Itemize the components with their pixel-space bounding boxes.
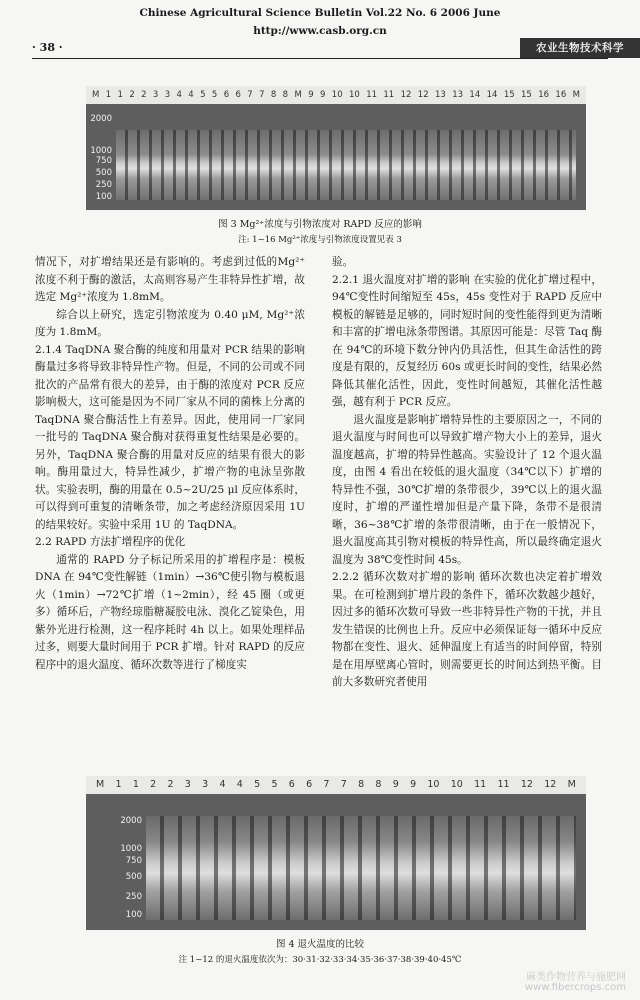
lane-label: 7 <box>340 779 347 790</box>
ladder-label: 750 <box>95 156 112 166</box>
lane-label: 15 <box>521 90 532 100</box>
lane-label: 1 <box>105 90 112 100</box>
lane-label: 15 <box>503 90 515 100</box>
ladder-label: 250 <box>125 892 142 902</box>
figure-3-caption: 图 3 Mg²⁺浓度与引物浓度对 RAPD 反应的影响 <box>218 219 422 230</box>
header-rule <box>32 58 608 59</box>
lane-label: 4 <box>188 90 194 100</box>
ladder-label: 100 <box>95 192 112 202</box>
lane-label: 5 <box>200 90 206 100</box>
lane-label: 10 <box>450 779 463 790</box>
lane-label: 11 <box>474 779 487 790</box>
lane-label: 7 <box>259 90 265 100</box>
lane-label: 13 <box>435 90 446 100</box>
lane-label: 4 <box>236 779 243 790</box>
lane-label: 8 <box>375 779 382 790</box>
figure-3-bands <box>116 130 576 200</box>
lane-label: 11 <box>366 90 378 100</box>
lane-label: M <box>572 90 580 100</box>
paragraph: 情况下，对扩增结果还是有影响的。考虑到过低的Mg²⁺浓度不利于酶的激活，太高则容易产生非特异性扩增，故选定 Mg²⁺浓度为 1.8mM。 <box>35 256 305 303</box>
section-heading: 2.2.1 退火温度对扩增的影响 在实验的优化扩增过程中，94℃变性时间缩短至 45s，45s 变性对于 RAPD 反应中模板的解链是足够的，同时短时间的变性能得到更为清晰和丰富的扩增电泳条带图谱。其原因可能是：尽管 Taq 酶在 94℃的环境下数分钟内仍具活性，但其生命活性的跨度是有限的，反复经历 60s 或更长时间的变性，结果必然降低其催化活性，因此，变性时间越短，其催化活性越强，越有利于 PCR 反应。 <box>332 273 602 408</box>
lane-label: M <box>92 90 100 100</box>
lane-label: M <box>294 90 302 100</box>
paragraph: 通常的 RAPD 分子标记所采用的扩增程序是：模板 DNA 在 94℃变性解链（1min）→36℃使引物与模板退火（1min）→72℃扩增（1~2min），经 45 圈（或更多）循环后，产物经琼脂糖凝胶电泳、溴化乙锭染色，用紫外光进行检测，这一程序耗时 4h 以上。如果处理样品过多，则要大量时间用于 PCR 扩增。针对 RAPD 的反应程序中的退火温度、循环次数等进行了梯度实 <box>35 553 305 671</box>
lane-label: 7 <box>323 779 330 790</box>
lane-label: 8 <box>358 779 365 790</box>
lane-label: 10 <box>331 90 343 100</box>
lane-label: 8 <box>270 90 277 100</box>
lane-label: 1 <box>117 90 123 100</box>
lane-label: 10 <box>348 90 360 100</box>
lane-label: M <box>96 779 105 790</box>
section-heading: 2.2 RAPD 方法扩增程序的优化 <box>35 536 186 548</box>
lane-label: 5 <box>254 779 261 790</box>
watermark-url: www.fibercrops.com <box>524 982 626 993</box>
figure-3-note: 注: 1~16 Mg²⁺浓度与引物浓度设置见表 3 <box>238 235 402 245</box>
lane-label: 2 <box>129 90 135 100</box>
figure-4-caption: 图 4 退火温度的比较 <box>275 939 365 950</box>
ladder-label: 500 <box>95 168 112 178</box>
lane-label: 5 <box>271 779 278 790</box>
lane-label: 7 <box>247 90 253 100</box>
figure-3-gel <box>86 86 586 210</box>
lane-label: 8 <box>282 90 289 100</box>
figure-3-lane-labels <box>86 86 586 104</box>
lane-label: 3 <box>202 779 209 790</box>
lane-label: 2 <box>167 779 174 790</box>
lane-label: 14 <box>469 90 481 100</box>
lane-label: 11 <box>497 779 510 790</box>
figure-4-ladder <box>86 794 146 930</box>
section-heading: 2.1.4 TaqDNA 聚合酶的纯度和用量对 PCR 结果的影响 酶量过多将导致非特异性产物。但是，不同的公司或不同批次的产品常有很大的差异，由于酶的浓度对 PCR 反应影响极大，这可能是因为不同厂家从不同的菌株上分离的 TaqDNA 聚合酶活性上有差异。因此，使用同一厂家同一批号的 TaqDNA 聚合酶对获得重复性结果是必要的。另外，TaqDNA 聚合酶的用量对反应的结果有很大的影响。酶用量过大，特异性减少，扩增产物的电泳呈弥散状。实验表明，酶的用量在 0.5~2U/25 μl 反应体系时，可以得到可重复的清晰条带，加之考虑经济原因采用 1U 的结果较好。实验中采用 1U 的 TaqDNA。 <box>35 343 305 531</box>
left-column <box>35 254 305 674</box>
paragraph: 验。 <box>332 256 354 268</box>
lane-label: 3 <box>184 779 191 790</box>
figure-4-bands <box>146 816 576 920</box>
lane-label: 12 <box>417 90 429 100</box>
lane-label: 1 <box>115 779 122 790</box>
figure-3-ladder <box>86 104 116 210</box>
lane-label: 3 <box>152 90 159 100</box>
ladder-label: 250 <box>95 180 112 190</box>
lane-label: 4 <box>219 779 226 790</box>
ladder-label: 1000 <box>120 844 142 854</box>
lane-label: 14 <box>486 90 498 100</box>
page-number: · 38 · <box>32 41 63 54</box>
lane-label: 9 <box>308 90 314 100</box>
lane-label: 1 <box>132 779 139 790</box>
lane-label: 6 <box>235 90 241 100</box>
lane-label: 5 <box>211 90 218 100</box>
lane-label: 6 <box>306 779 313 790</box>
lane-label: 9 <box>319 90 326 100</box>
ladder-label: 750 <box>125 856 142 866</box>
lane-label: 16 <box>555 90 567 100</box>
figure-4-note: 注 1~12 的退火温度依次为：30·31·32·33·34·35·36·37·38·39·40·45℃ <box>178 955 462 965</box>
journal-header: Chinese Agricultural Science Bulletin Vol.22 No. 6 2006 June <box>139 7 501 19</box>
lane-label: 11 <box>383 90 395 100</box>
lane-label: 3 <box>164 90 171 100</box>
lane-label: 6 <box>288 779 295 790</box>
paragraph: 综合以上研究，选定引物浓度为 0.40 μM, Mg²⁺浓度为 1.8mM。 <box>35 308 305 338</box>
lane-label: 2 <box>150 779 157 790</box>
section-heading: 2.2.2 循环次数对扩增的影响 循环次数也决定着扩增效果。在可检测到扩增片段的条件下，循环次数越少越好，因过多的循环次数可导致一些非特异性产物的干扰，并且发生错误的比例也上升。反应中必须保证每一循环中反应物都在变性、退火、延伸温度上有适当的时间停留，特别是在用厚壁离心管时，则需要更长的时间达到热平衡。目前大多数研究者使用 <box>332 571 602 688</box>
lane-label: 10 <box>427 779 440 790</box>
lane-label: 4 <box>176 90 182 100</box>
ladder-label: 500 <box>125 872 142 882</box>
lane-label: 12 <box>400 90 412 100</box>
lane-label: 9 <box>392 779 399 790</box>
right-column <box>332 254 602 692</box>
lane-label: M <box>567 779 576 790</box>
ladder-label: 1000 <box>90 146 112 156</box>
ladder-label: 2000 <box>90 114 112 124</box>
lane-label: 9 <box>410 779 417 790</box>
figure-4-lane-labels <box>86 776 586 794</box>
ladder-label: 2000 <box>120 816 142 826</box>
ladder-label: 100 <box>125 910 142 920</box>
lane-label: 13 <box>452 90 464 100</box>
lane-label: 12 <box>520 779 533 790</box>
lane-label: 12 <box>544 779 557 790</box>
lane-label: 2 <box>141 90 147 100</box>
figure-4-gel <box>86 776 586 930</box>
lane-label: 16 <box>538 90 550 100</box>
watermark-cn: 麻类作物营养与施肥网 <box>526 972 626 983</box>
lane-label: 6 <box>223 90 230 100</box>
paragraph: 退火温度是影响扩增特异性的主要原因之一，不同的退火温度与时间也可以导致扩增产物大小上的差异，退火温度越高，扩增的特异性越高。实验设计了 12 个退火温度，由图 4 看出在较低的退火温度（34℃以下）扩增的特异性不强，30℃扩增的条带很少，39℃以上的退火温度时，扩增的严谨性增加但是产量下降，条带不是很清晰，36~38℃扩增的条带很清晰，由于在一般情况下，退火温度高其引物对模板的特异性高，所以最终确定退火温度为 38℃变性时间 45s。 <box>332 413 602 566</box>
section-tag: 农业生物技术科学 <box>520 38 640 58</box>
journal-url: http://www.casb.org.cn <box>253 25 387 37</box>
